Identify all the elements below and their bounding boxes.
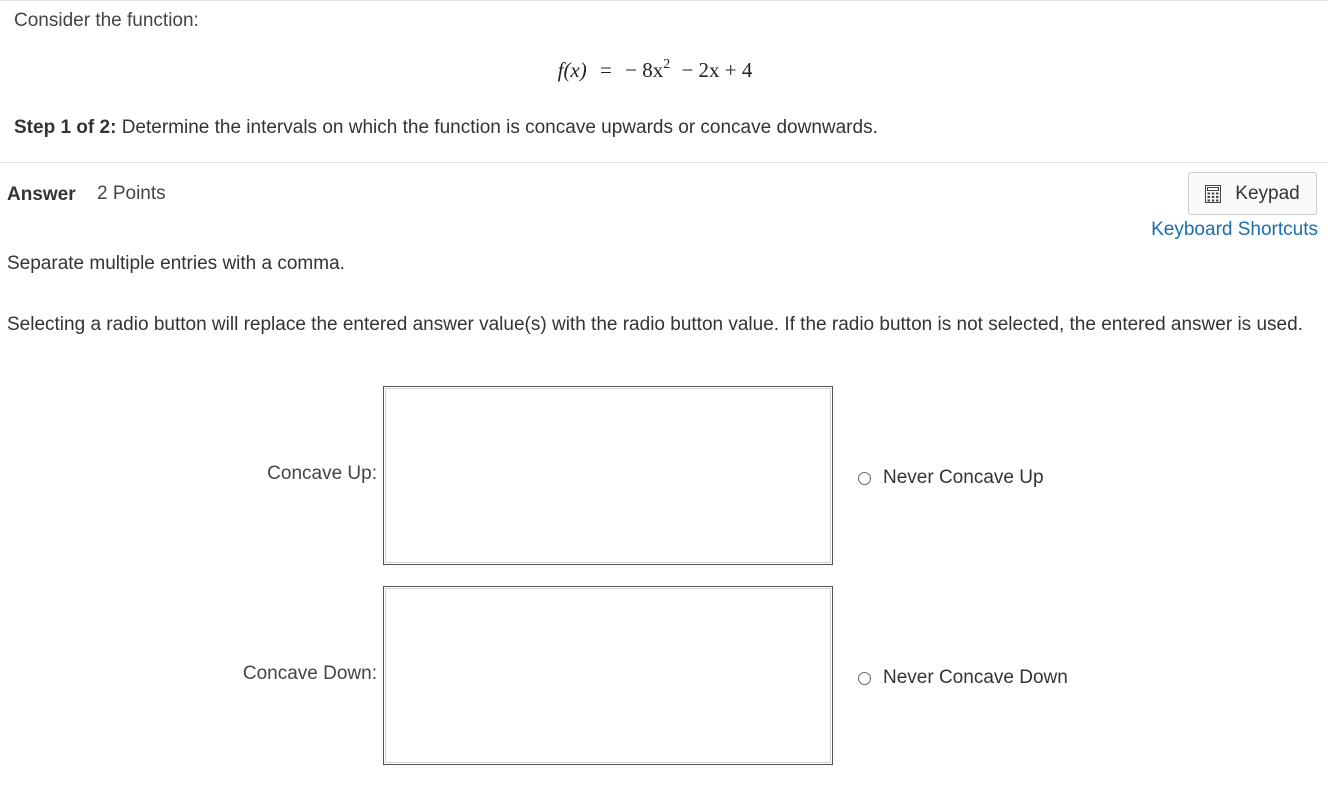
- never-concave-up-radio[interactable]: [858, 472, 871, 485]
- keyboard-shortcuts-link[interactable]: Keyboard Shortcuts: [1151, 219, 1318, 240]
- step-label: Step 1 of 2:: [14, 117, 117, 138]
- answer-heading: Answer: [7, 184, 76, 205]
- points-value: 2 Points: [97, 183, 166, 204]
- never-concave-down-option[interactable]: [858, 667, 1068, 689]
- never-concave-down-radio[interactable]: [858, 672, 871, 685]
- keypad-label: Keypad: [1235, 182, 1300, 204]
- equation-rest: − 2x + 4: [681, 58, 753, 82]
- section-divider: [0, 162, 1328, 163]
- instruction-comma: Separate multiple entries with a comma.: [7, 253, 345, 274]
- concave-up-label: Concave Up:: [267, 463, 377, 484]
- step-text: Determine the intervals on which the function is concave upwards or concave downwards.: [121, 117, 878, 138]
- concave-down-label: Concave Down:: [242, 663, 377, 684]
- never-concave-up-label: Never Concave Up: [883, 467, 1044, 488]
- step-instruction: [14, 117, 878, 139]
- never-concave-up-option[interactable]: [858, 467, 1044, 489]
- equation-equals: =: [600, 58, 612, 82]
- never-concave-down-label: Never Concave Down: [883, 667, 1068, 688]
- equation-exponent: 2: [663, 57, 671, 72]
- keypad-button[interactable]: [1188, 172, 1317, 215]
- equation-term1: − 8x: [625, 58, 664, 82]
- concave-down-input[interactable]: [383, 586, 833, 765]
- function-equation: [0, 58, 1310, 83]
- question-intro: Consider the function:: [14, 10, 199, 31]
- concave-up-input[interactable]: [383, 386, 833, 565]
- top-divider: [0, 0, 1328, 1]
- calculator-icon: [1205, 185, 1221, 203]
- instruction-radio: Selecting a radio button will replace the entered answer value(s) with the radio button value. If the radio button is not selected, the entered answer is used.: [7, 314, 1303, 335]
- equation-lhs: f(x): [557, 58, 587, 82]
